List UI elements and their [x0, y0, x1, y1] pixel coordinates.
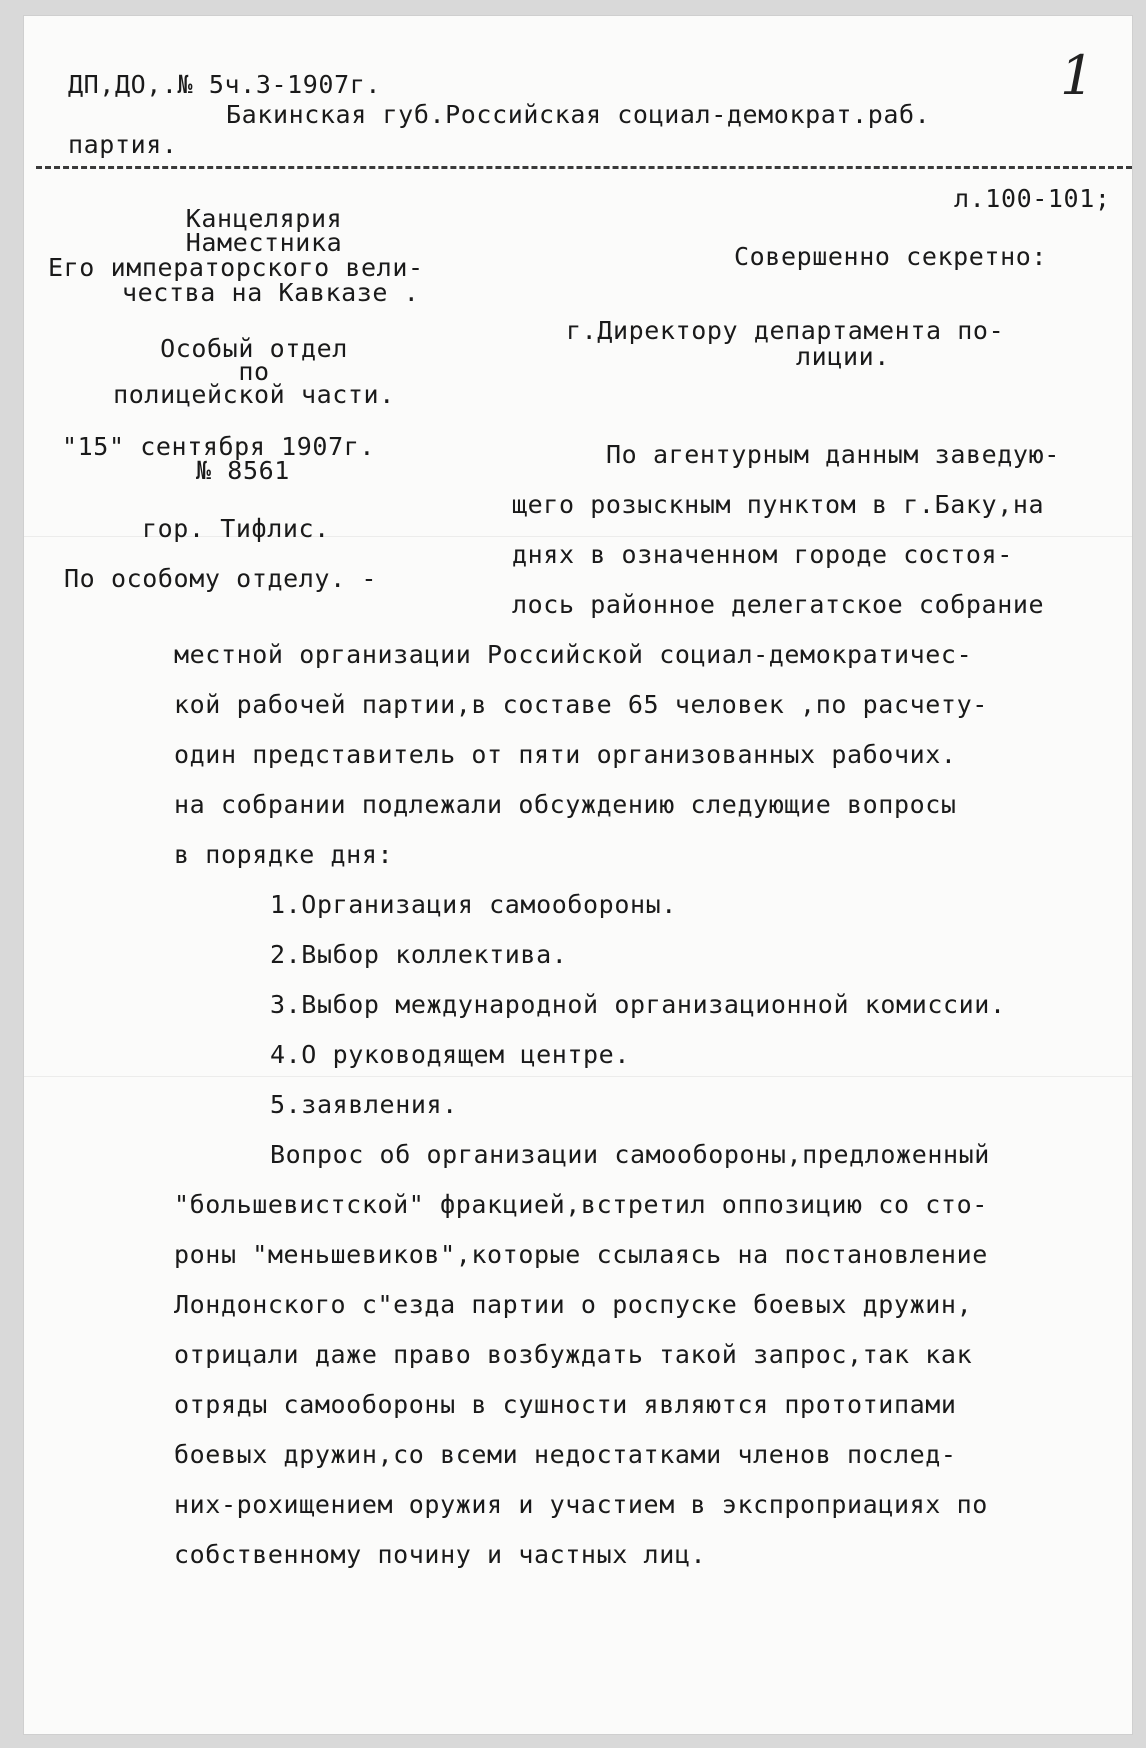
header-divider	[36, 166, 1132, 169]
body-line: них-рохищением оружия и участием в экспроприациях по	[174, 1490, 988, 1519]
body-line: на собрании подлежали обсуждению следующие вопросы	[174, 790, 957, 819]
sheet-reference: л.100-101;	[954, 184, 1111, 213]
body-line: местной организации Российской социал-демократичес-	[174, 640, 973, 669]
agenda-item: 5.заявления.	[270, 1090, 458, 1119]
agenda-item: 3.Выбор международной организационной комиссии.	[270, 990, 1006, 1019]
body-line: днях в означенном городе состоя-	[512, 540, 1013, 569]
addressee-line: лиции.	[796, 342, 890, 371]
document-city: гор. Тифлис.	[142, 514, 330, 543]
body-line: отряды самообороны в сушности являются прототипами	[174, 1390, 957, 1419]
body-line: отрицали даже право возбуждать такой запрос,так как	[174, 1340, 973, 1369]
body-line: щего розыскным пунктом в г.Баку,на	[512, 490, 1045, 519]
classification: Совершенно секретно:	[734, 242, 1048, 271]
office-line: Наместника	[185, 228, 343, 257]
body-line: "большевистской" фракцией,встретил оппозицию со сто-	[174, 1190, 988, 1219]
body-line: кой рабочей партии,в составе 65 человек ,по расчету-	[174, 690, 988, 719]
document-page	[24, 16, 1132, 1734]
archive-reference: ДП,ДО,.№ 5ч.3-1907г.	[68, 70, 382, 99]
addressee-line: г.Директору департамента по-	[566, 316, 1005, 345]
agenda-item: 2.Выбор коллектива.	[270, 940, 568, 969]
body-line: один представитель от пяти организованных рабочих.	[174, 740, 957, 769]
body-line: Лондонского с"езда партии о роспуске боевых дружин,	[174, 1290, 973, 1319]
body-line: боевых дружин,со всеми недостатками членов послед-	[174, 1440, 957, 1469]
subject-line-continued: партия.	[68, 130, 178, 159]
page-number: 1	[1060, 44, 1095, 107]
agenda-item: 1.Организация самообороны.	[270, 890, 677, 919]
agenda-item: 4.О руководящем центре.	[270, 1040, 630, 1069]
routing-note: По особому отделу. -	[64, 564, 378, 593]
body-line: По агентурным данным заведую-	[606, 440, 1060, 469]
office-line: Канцелярия	[185, 204, 343, 233]
body-line: Вопрос об организации самообороны,предложенный	[270, 1140, 990, 1169]
office-line: Его императорского вели-	[48, 253, 424, 282]
department-line: Особый отдел	[160, 334, 348, 363]
department-line: полицейской части.	[113, 380, 395, 409]
office-line: чества на Кавказе .	[122, 278, 420, 307]
subject-line: Бакинская губ.Российская социал-демократ.раб.	[226, 100, 931, 129]
body-line: в порядке дня:	[174, 840, 394, 869]
body-line: роны "меньшевиков",которые ссылаясь на постановление	[174, 1240, 988, 1269]
document-date: "15" сентября 1907г.	[62, 432, 376, 461]
paper-fold	[24, 1076, 1132, 1077]
body-line: собственному почину и частных лиц.	[174, 1540, 707, 1569]
department-line: по	[238, 357, 270, 386]
document-number: № 8561	[196, 456, 290, 485]
body-line: лось районное делегатское собрание	[512, 590, 1045, 619]
